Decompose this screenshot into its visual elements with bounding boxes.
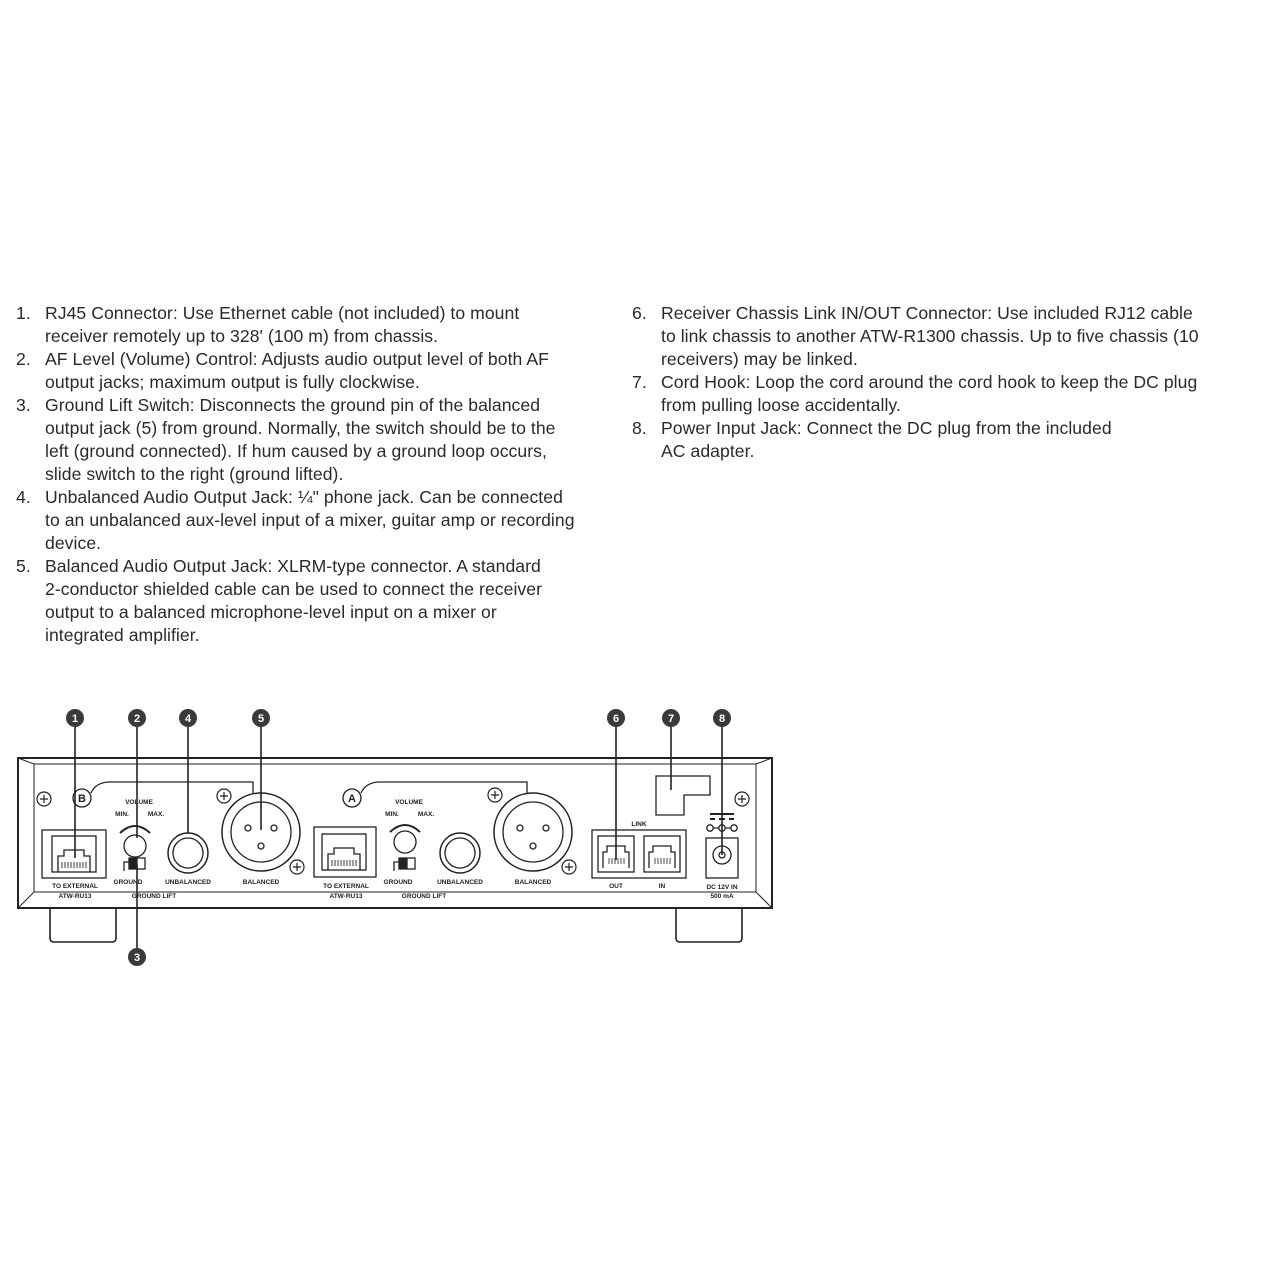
- instruction-item: [632, 371, 1252, 417]
- to-external-label-a: TO EXTERNAL: [323, 883, 369, 890]
- receiver-rear-panel-diagram: [0, 700, 1280, 980]
- instruction-number: 2.: [16, 349, 31, 369]
- callout-badge-5: [252, 709, 270, 727]
- instruction-item: [632, 302, 1252, 371]
- callout-badge-7: [662, 709, 680, 727]
- balanced-label-b: BALANCED: [242, 879, 280, 886]
- unbalanced-label-b: UNBALANCED: [165, 879, 211, 886]
- volume-knob-a: [394, 831, 416, 853]
- screw-icon: [562, 860, 576, 874]
- instruction-text: AF Level (Volume) Control: Adjusts audio output level of both AF output jacks; maximum output is fully clockwise.: [45, 349, 549, 392]
- unbalanced-label-a: UNBALANCED: [437, 879, 483, 886]
- callout-badge-6: [607, 709, 625, 727]
- ground-label-a: GROUND: [383, 879, 413, 886]
- channel-b-label: B: [78, 793, 86, 805]
- left-foot: [50, 908, 116, 942]
- instruction-text: Receiver Chassis Link IN/OUT Connector: Use included RJ12 cable to link chassis to another ATW-R1300 chassis. Up to five chassis (10 receivers) may be linked.: [661, 303, 1199, 369]
- instruction-item: [16, 302, 616, 348]
- callout-number: 5: [257, 713, 265, 725]
- instruction-text: Balanced Audio Output Jack: XLRM-type connector. A standard 2-conductor shielded cable can be used to connect the receiver output to a balanced microphone-level input on a mixer or integrated amplifier.: [45, 556, 543, 645]
- callout-badge-1: [66, 709, 84, 727]
- callout-number: 8: [718, 713, 726, 725]
- instructions-right-column: [632, 302, 1252, 463]
- callout-badge-8: [713, 709, 731, 727]
- instruction-item: [16, 486, 616, 555]
- to-external-label-b: TO EXTERNAL: [52, 883, 98, 890]
- instruction-text: Cord Hook: Loop the cord around the cord hook to keep the DC plug from pulling loose accidentally.: [661, 372, 1198, 415]
- dc-current-label: 500 mA: [710, 893, 734, 900]
- out-label: OUT: [609, 883, 623, 890]
- instruction-number: 4.: [16, 487, 31, 507]
- instruction-list-left: [16, 302, 616, 647]
- instruction-text: RJ45 Connector: Use Ethernet cable (not included) to mount receiver remotely up to 328' (100 m) from chassis.: [45, 303, 520, 346]
- callout-number: 2: [133, 713, 141, 725]
- instruction-text: Unbalanced Audio Output Jack: ¼" phone jack. Can be connected to an unbalanced aux-level input of a mixer, guitar amp or recording device.: [45, 487, 575, 553]
- ground-lift-label-b: GROUND LIFT: [131, 893, 177, 900]
- instruction-number: 5.: [16, 556, 31, 576]
- screw-icon: [488, 788, 502, 802]
- min-label-b: MIN.: [115, 811, 129, 818]
- screw-icon: [735, 792, 749, 806]
- callout-badge-2: [128, 709, 146, 727]
- screw-icon: [217, 789, 231, 803]
- max-label-b: MAX.: [147, 811, 165, 818]
- instruction-item: [16, 555, 616, 647]
- instruction-number: 1.: [16, 303, 31, 323]
- callout-number: 1: [71, 713, 79, 725]
- balanced-label-a: BALANCED: [514, 879, 552, 886]
- screw-icon: [37, 792, 51, 806]
- instruction-number: 6.: [632, 303, 647, 323]
- instruction-item: [632, 417, 1252, 463]
- max-label-a: MAX.: [417, 811, 435, 818]
- volume-label-b: VOLUME: [125, 799, 153, 806]
- callout-number: 7: [667, 713, 675, 725]
- ground-label-b: GROUND: [113, 879, 143, 886]
- instruction-number: 3.: [16, 395, 31, 415]
- min-label-a: MIN.: [385, 811, 399, 818]
- ground-lift-label-a: GROUND LIFT: [401, 893, 447, 900]
- callout-number: 4: [184, 713, 192, 725]
- instructions-left-column: [16, 302, 616, 647]
- link-label: LINK: [631, 821, 647, 828]
- instruction-list-right: [632, 302, 1252, 463]
- instruction-text: Ground Lift Switch: Disconnects the ground pin of the balanced output jack (5) from ground. Normally, the switch should be to the left (ground connected). If hum caused by a ground loop occurs, slide switch to the right (ground lifted).: [45, 395, 556, 484]
- instruction-item: [16, 394, 616, 486]
- callout-badge-3: [128, 948, 146, 966]
- volume-label-a: VOLUME: [395, 799, 423, 806]
- volume-knob-b: [124, 835, 146, 857]
- callout-number: 3: [133, 952, 141, 964]
- instruction-text: Power Input Jack: Connect the DC plug from the included AC adapter.: [661, 418, 1112, 461]
- dc-in-label: DC 12V IN: [706, 884, 738, 891]
- instruction-number: 8.: [632, 418, 647, 438]
- callout-number: 6: [612, 713, 620, 725]
- right-foot: [676, 908, 742, 942]
- instruction-number: 7.: [632, 372, 647, 392]
- callout-badge-4: [179, 709, 197, 727]
- atw-ru13-label-a: ATW-RU13: [329, 893, 363, 900]
- in-label: IN: [658, 883, 666, 890]
- atw-ru13-label-b: ATW-RU13: [58, 893, 92, 900]
- channel-a-label: A: [348, 793, 356, 805]
- instruction-item: [16, 348, 616, 394]
- screw-icon: [290, 860, 304, 874]
